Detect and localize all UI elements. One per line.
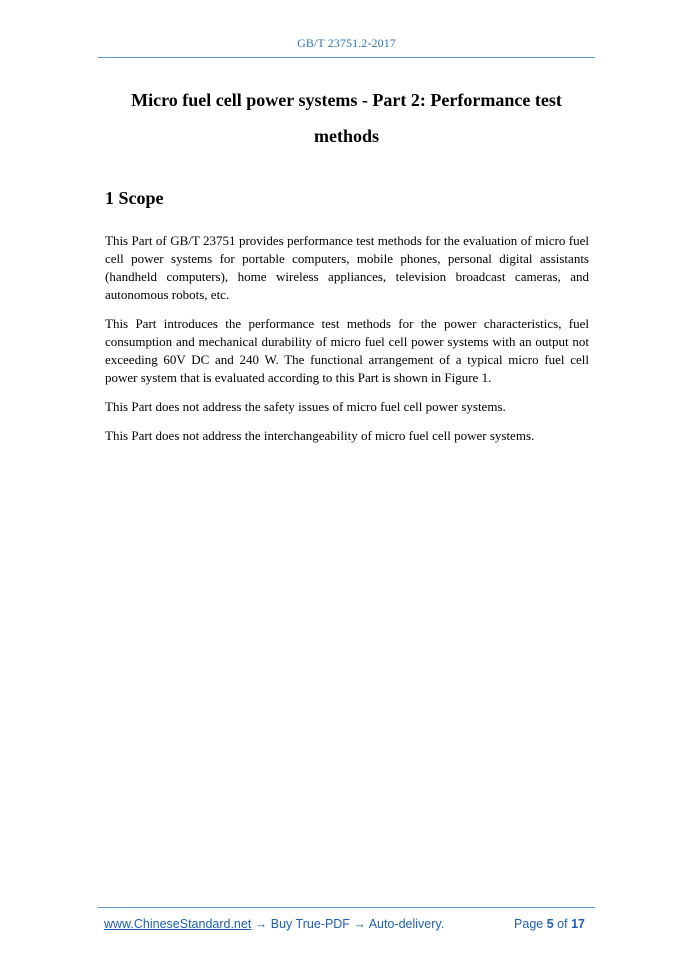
- page-current: 5: [546, 917, 554, 931]
- running-header: [0, 36, 693, 51]
- page-of: of: [557, 917, 568, 931]
- section-heading-scope: 1 Scope: [105, 188, 164, 208]
- document-title: Micro fuel cell power systems - Part 2: Performance test methods: [131, 90, 562, 146]
- promo-text: → Buy True-PDF → Auto-delivery.: [251, 917, 445, 931]
- page-indicator: [514, 917, 585, 931]
- paragraph: This Part does not address the interchangeability of micro fuel cell power systems.: [105, 428, 535, 443]
- page-total: 17: [571, 917, 585, 931]
- paragraph: This Part does not address the safety issues of micro fuel cell power systems.: [105, 399, 506, 414]
- standard-number: GB/T 23751.2-2017: [297, 36, 396, 50]
- header-divider: [98, 57, 595, 58]
- section-body: [105, 232, 589, 456]
- paragraph: This Part introduces the performance test methods for the power characteristics, fuel consumption and mechanical durability of micro fuel cell power systems with an output not exceeding 60V DC and 240 W. The functional arrangement of a typical micro fuel cell power system that is evaluated according to this Part is shown in Figure 1.: [105, 316, 589, 385]
- website-link[interactable]: www.ChineseStandard.net: [104, 917, 252, 931]
- footer-divider: [98, 907, 595, 908]
- page-footer: [104, 917, 591, 931]
- page-label: Page: [514, 917, 544, 931]
- paragraph: This Part of GB/T 23751 provides performance test methods for the evaluation of micro fuel cell power systems for portable computers, mobile phones, personal digital assistants (handheld computers), home wireless appliances, television broadcast cameras, and autonomous robots, etc.: [105, 233, 589, 302]
